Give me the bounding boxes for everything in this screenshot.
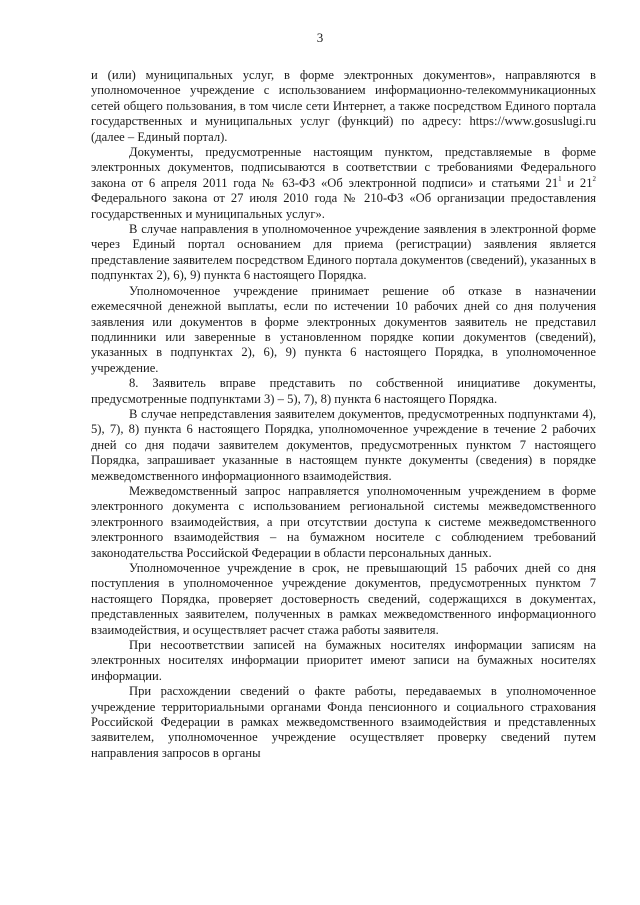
paragraph-8: Уполномоченное учреждение в срок, не превышающий 15 рабочих дней со дня поступления в уполномоченное учреждение документов, предусмотренных пунктом 7 настоящего Порядка, проверяет достоверность сведений, содержащихся в документах, представленных заявителем, полученных в рамках межведомственного информационного взаимодействия, и осуществляет расчет стажа работы заявителя. bbox=[91, 561, 596, 637]
paragraph-6: В случае непредставления заявителем документов, предусмотренных подпунктами 4), 5), 7), 8) пункта 6 настоящего Порядка, уполномоченное учреждение в течение 2 рабочих дней со дня подачи заявителем документов, предусмотренных пунктом 7 настоящего Порядка, запрашивает указанные в настоящем пункте документы (сведения) в порядке межведомственного информационного взаимодействия. bbox=[91, 406, 596, 483]
paragraph-4: Уполномоченное учреждение принимает решение об отказе в назначении ежемесячной денежной выплаты, если по истечении 10 рабочих дней со дня получения заявления или документов в форме электронных документов заявитель не представил подлинники или заверенные в установленном порядке копии документов (сведений), указанных в подпунктах 2), 6), 9) пункта 6 настоящего Порядка, в уполномоченное учреждение. bbox=[91, 283, 596, 375]
paragraph-2-text-c: Федерального закона от 27 июля 2010 года № 210-ФЗ «Об организации предоставления государственных и муниципальных услуг». bbox=[91, 191, 596, 221]
paragraph-3: В случае направления в уполномоченное учреждение заявления в электронной форме через Единый портал основанием для приема (регистрации) заявления является представление заявителем посредством Единого портала документов (сведений), указанных в подпунктах 2), 6), 9) пункта 6 настоящего Порядка. bbox=[91, 222, 596, 283]
superscript-1: 1 bbox=[558, 174, 562, 183]
paragraph-7: Межведомственный запрос направляется уполномоченным учреждением в форме электронного документа с использованием региональной системы межведомственного электронного взаимодействия, а при отсутствии доступа к системе межведомственного электронного взаимодействия – на бумажном носителе с соблюдением требований законодательства Российской Федерации в области персональных данных. bbox=[91, 483, 596, 560]
paragraph-9: При несоответствии записей на бумажных носителях информации записям на электронных носителях информации приоритет имеют записи на бумажных носителях информации. bbox=[91, 638, 596, 683]
paragraph-10: При расхождении сведений о факте работы, передаваемых в уполномоченное учреждение территориальными органами Фонда пенсионного и социального страхования Российской Федерации в рамках межведомственного взаимодействия и представленных заявителем, уполномоченное учреждение осуществляет проверку сведений путем направления запросов в органы bbox=[91, 684, 596, 760]
paragraph-2-text-a: Документы, предусмотренные настоящим пунктом, представляемые в форме электронных документов, подписываются в соответствии с требованиями Федерального закона от 6 апреля 2011 года № 63-ФЗ «Об электронной подписи» и статьями 21 bbox=[91, 145, 596, 190]
paragraph-2 bbox=[91, 145, 596, 222]
document-body bbox=[91, 68, 596, 761]
superscript-2: 2 bbox=[592, 174, 596, 183]
paragraph-1: и (или) муниципальных услуг, в форме электронных документов», направляются в уполномоченное учреждение с использованием информационно-телекоммуникационных сетей общего пользования, в том числе сети Интернет, а также посредством Единого портала государственных и муниципальных услуг (функций) по адресу: https://www.gosuslugi.ru (далее – Единый портал). bbox=[91, 68, 596, 144]
page-number: 3 bbox=[316, 30, 324, 45]
paragraph-5-item-8: 8. Заявитель вправе представить по собственной инициативе документы, предусмотренные подпунктами 3) – 5), 7), 8) пункта 6 настоящего Порядка. bbox=[91, 376, 596, 406]
paragraph-2-text-b: и 21 bbox=[561, 175, 593, 190]
